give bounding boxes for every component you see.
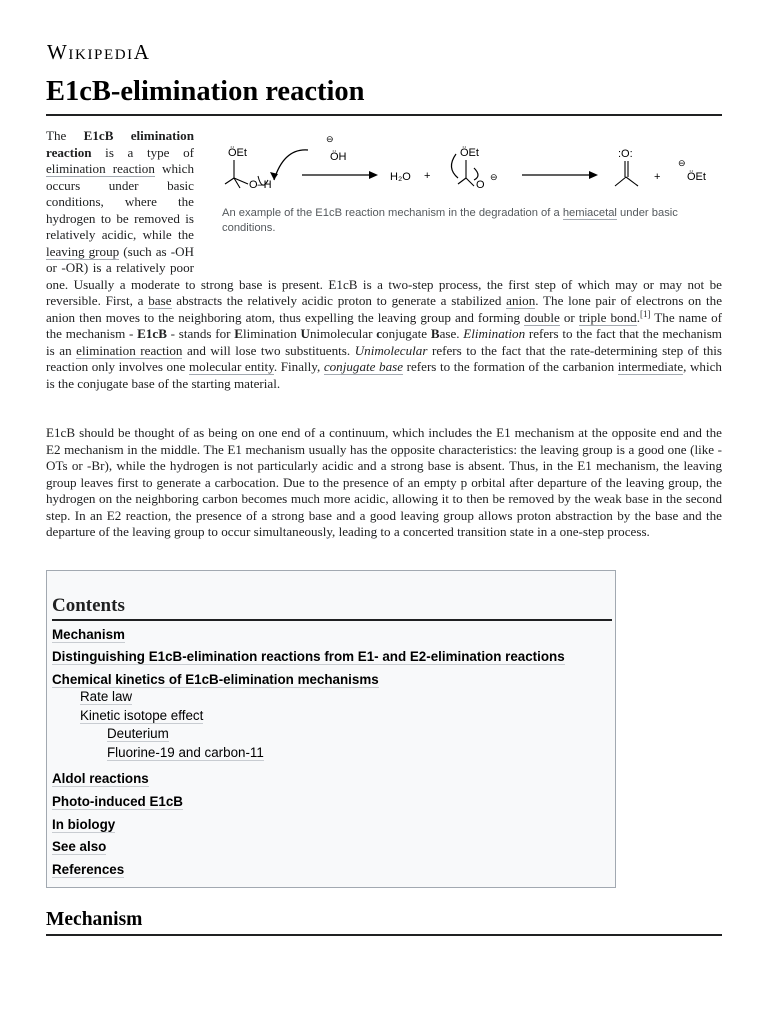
- toc-item-see-also[interactable]: See also: [52, 839, 107, 854]
- intermediate-charge: ⊖: [490, 172, 498, 182]
- double-bond-link[interactable]: double: [524, 309, 560, 325]
- reactant-oh-label: O–H: [249, 179, 272, 191]
- toc-item-rate-law[interactable]: Rate law: [80, 689, 133, 704]
- hydroxide-charge: ⊖: [326, 134, 334, 144]
- e1cb-mechanism-diagram: [222, 128, 722, 208]
- plus-sign-1: +: [424, 170, 431, 182]
- section-heading-mechanism: Mechanism: [46, 908, 722, 936]
- water-label: H₂O: [390, 171, 411, 183]
- hemiacetal-link[interactable]: hemiacetal: [562, 207, 617, 219]
- toc-item-chemical-kinetics[interactable]: Chemical kinetics of E1cB-elimination mechanisms: [52, 672, 379, 687]
- reference-1-link[interactable]: [1]: [639, 308, 651, 319]
- second-paragraph: E1cB should be thought of as being on one end of a continuum, which includes the E1 mechanism at the opposite end and the E2 mechanism in the middle. The E1 mechanism usually has the opposite characteristics: the leaving group is a good one (like -OTs or -Br), while the hydrogen is not particularly acidic and a strong base is absent. Thus, in the E1 mechanism, the leaving group leaves first to generate a carbocation. Due to the presence of an empty p orbital after departure of the leaving group, the hydrogen on the neighboring carbon becomes much more acidic, allowing it to then be removed by the weak base in the second step. In an E2 reaction, the presence of a strong base and a good leaving group allows proton abstraction by the base and the departure of the leaving group to occur simultaneously, leading to a concerted transition state in a one-step process.: [46, 425, 722, 539]
- hydroxide-label: ÖH: [330, 151, 347, 163]
- plus-sign-2: +: [654, 171, 661, 183]
- toc-item-photo-induced[interactable]: Photo-induced E1cB: [52, 794, 183, 809]
- molecular-entity-link[interactable]: molecular entity: [189, 359, 274, 374]
- wikipedia-wordmark[interactable]: [47, 40, 151, 65]
- toc-item-mechanism[interactable]: Mechanism: [52, 627, 125, 642]
- elimination-reaction-link[interactable]: elimination reaction: [46, 161, 155, 176]
- ethoxide-label: ÖEt: [687, 171, 706, 183]
- toc-item-distinguishing[interactable]: Distinguishing E1cB-elimination reactions from E1- and E2-elimination reactions: [52, 649, 565, 664]
- base-link[interactable]: base: [148, 293, 172, 308]
- intermediate-o-label: O: [476, 179, 485, 191]
- wordmark-initial: W: [47, 40, 69, 64]
- table-of-contents: [46, 570, 616, 888]
- figure-caption: An example of the E1cB reaction mechanism in the degradation of a hemiacetal under basic conditions.: [222, 207, 678, 234]
- toc-item-kinetic-isotope-effect[interactable]: Kinetic isotope effect: [80, 708, 204, 723]
- triple-bond-link[interactable]: triple bond: [578, 309, 637, 325]
- toc-item-references[interactable]: References: [52, 862, 125, 877]
- toc-item-deuterium[interactable]: Deuterium: [107, 726, 169, 741]
- wordmark-rest: IKIPEDI: [68, 47, 134, 63]
- intermediate-oet-label: ÖEt: [460, 147, 479, 159]
- anion-link[interactable]: anion: [506, 293, 536, 308]
- toc-item-in-biology[interactable]: In biology: [52, 817, 116, 832]
- toc-item-aldol-reactions[interactable]: Aldol reactions: [52, 771, 149, 786]
- reactant-oet-label: ÖEt: [228, 147, 247, 159]
- wordmark-final: A: [133, 40, 151, 64]
- ethoxide-charge: ⊖: [678, 158, 686, 168]
- elimination-reaction-link-2[interactable]: elimination reaction: [76, 342, 183, 358]
- intermediate-link[interactable]: intermediate: [617, 359, 684, 374]
- ketone-oxygen-label: :O:: [618, 148, 633, 160]
- toc-item-fluorine-carbon[interactable]: Fluorine-19 and carbon-11: [107, 745, 264, 760]
- intro-paragraph: ÖEt O–H ⊖ ÖH H₂O + ÖEt O ⊖ :O: + ⊖ ÖEt An example of the E1cB reaction mechanism in the degradation of a hemiacetal under basic conditions. The E1cB elimination reaction is a type of elimination reaction which occurs under basic conditions, where the hydrogen to be removed is relatively acidic, while the leaving group (such as -OH or -OR) is a relatively poor one. Usually a moderate to strong base is present. E1cB is a two-step process, the first step of which may or may not be reversible. First, a base abstracts the relatively acidic proton to generate a stabilized anion. The lone pair of electrons on the anion then moves to the neighboring atom, thus expelling the leaving group and forming double or triple bond.[1] The name of the mechanism - E1cB - stands for Elimination Unimolecular conjugate Base. Elimination refers to the fact that the mechanism is an elimination reaction and will lose two substituents. Unimolecular refers to the fact that the rate-determining step of this reaction only involves one molecular entity. Finally, conjugate base refers to the formation of the carbanion intermediate, which is the conjugate base of the starting material.: [46, 128, 723, 391]
- toc-title: Contents: [52, 595, 612, 621]
- conjugate-base-link[interactable]: conjugate base: [323, 359, 404, 374]
- leaving-group-link[interactable]: leaving group: [46, 243, 120, 259]
- page-title: E1cB-elimination reaction: [46, 74, 722, 116]
- reaction-figure: [222, 128, 722, 272]
